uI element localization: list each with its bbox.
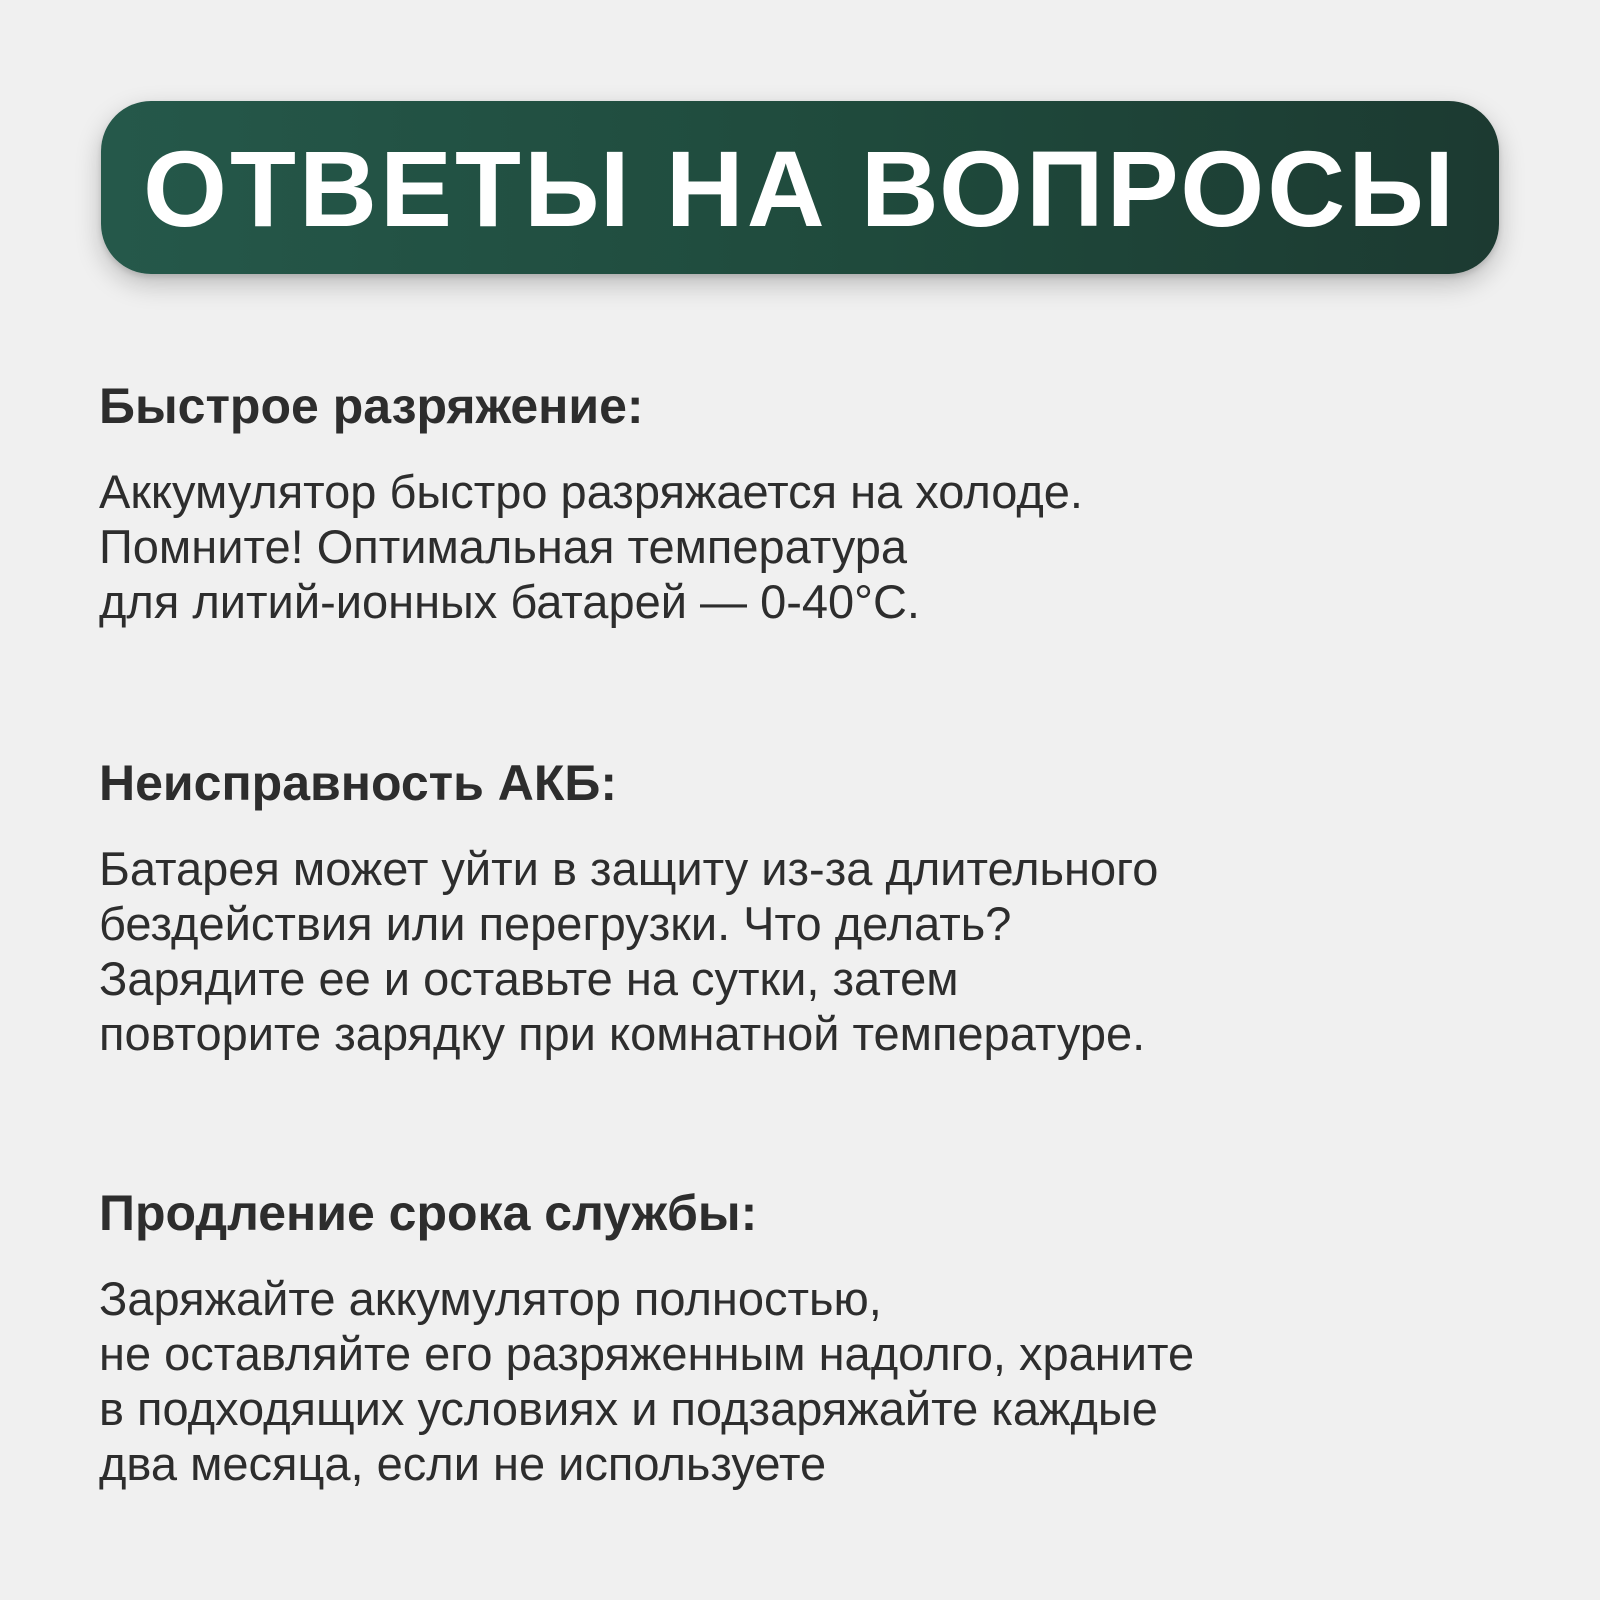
page-title: ОТВЕТЫ НА ВОПРОСЫ xyxy=(143,127,1457,249)
body-line: Батарея может уйти в защиту из-за длительного xyxy=(99,842,1159,895)
body-line: два месяца, если не используете xyxy=(99,1437,827,1490)
section-body xyxy=(99,1271,1539,1491)
body-line: бездействия или перегрузки. Что делать? xyxy=(99,897,1012,950)
body-line: повторите зарядку при комнатной температуре. xyxy=(99,1007,1146,1060)
faq-section-battery-fault xyxy=(99,755,1539,1061)
section-heading: Неисправность АКБ: xyxy=(99,755,617,811)
body-line: Заряжайте аккумулятор полностью, xyxy=(99,1272,882,1325)
faq-section-fast-discharge xyxy=(99,378,1539,629)
body-line: для литий-ионных батарей — 0-40°C. xyxy=(99,575,920,628)
faq-section-service-life xyxy=(99,1185,1539,1491)
body-line: не оставляйте его разряженным надолго, храните xyxy=(99,1327,1195,1380)
body-line: Зарядите ее и оставьте на сутки, затем xyxy=(99,952,959,1005)
title-banner xyxy=(101,101,1499,274)
section-heading: Быстрое разряжение: xyxy=(99,378,644,434)
body-line: Аккумулятор быстро разряжается на холоде. xyxy=(99,465,1083,518)
section-heading: Продление срока службы: xyxy=(99,1185,758,1241)
section-body xyxy=(99,841,1539,1061)
body-line: в подходящих условиях и подзаряжайте каждые xyxy=(99,1382,1158,1435)
body-line: Помните! Оптимальная температура xyxy=(99,520,908,573)
section-body xyxy=(99,464,1539,629)
